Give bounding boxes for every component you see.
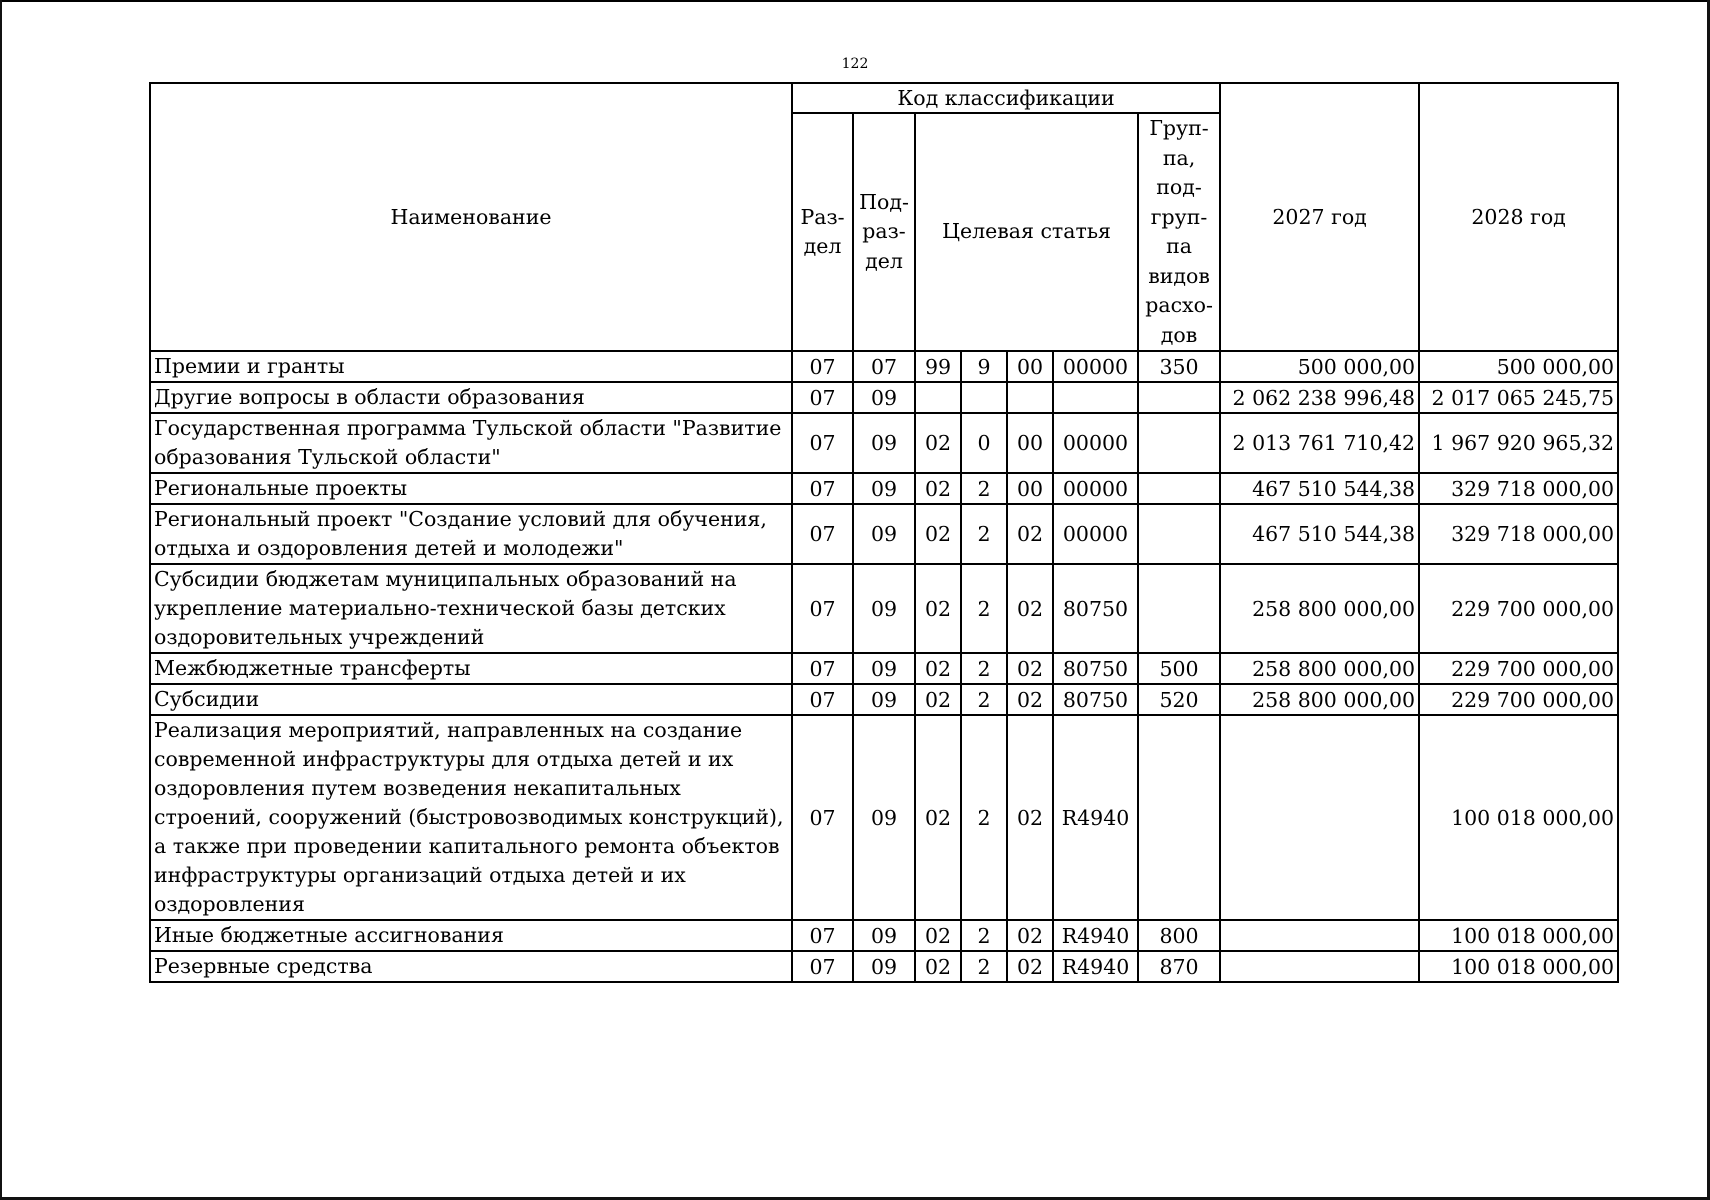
row-name: Реализация мероприятий, направленных на создание современной инфраструктуры для отдыха детей и их оздоровления путем возведения некапитальных строений, сооружений (быстровозводимых конструкций), а также при проведении капитального ремонта объектов инфраструктуры организаций отдыха детей и их оздоровления (150, 715, 792, 920)
row-target-event: 00 (1007, 413, 1053, 473)
header-expense-group (1138, 113, 1220, 351)
row-name: Премии и гранты (150, 351, 792, 382)
row-subsection: 09 (853, 382, 915, 413)
row-target-subprogram: 2 (961, 653, 1007, 684)
row-amount-2027 (1220, 951, 1419, 982)
row-expense-group: 500 (1138, 653, 1220, 684)
row-target-direction: 80750 (1053, 564, 1138, 653)
table-row (150, 951, 1618, 982)
row-target-program: 02 (915, 653, 961, 684)
row-name: Межбюджетные трансферты (150, 653, 792, 684)
row-target-event: 02 (1007, 951, 1053, 982)
row-amount-2028: 1 967 920 965,32 (1419, 413, 1618, 473)
table-row (150, 684, 1618, 715)
row-target-direction: 00000 (1053, 473, 1138, 504)
row-target-direction: 80750 (1053, 653, 1138, 684)
row-amount-2027 (1220, 715, 1419, 920)
row-target-subprogram: 2 (961, 951, 1007, 982)
row-amount-2028: 100 018 000,00 (1419, 715, 1618, 920)
header-year-2027: 2027 год (1220, 83, 1419, 351)
row-target-subprogram: 2 (961, 504, 1007, 564)
row-target-program: 02 (915, 951, 961, 982)
row-amount-2027: 258 800 000,00 (1220, 564, 1419, 653)
row-name: Субсидии (150, 684, 792, 715)
row-subsection: 09 (853, 564, 915, 653)
header-year-2028: 2028 год (1419, 83, 1618, 351)
row-target-program: 02 (915, 715, 961, 920)
row-target-subprogram: 2 (961, 684, 1007, 715)
row-section: 07 (792, 504, 853, 564)
page-number: 122 (841, 56, 869, 72)
header-section (792, 113, 853, 351)
row-subsection: 09 (853, 473, 915, 504)
row-target-program (915, 382, 961, 413)
row-target-subprogram: 2 (961, 564, 1007, 653)
row-target-event: 00 (1007, 473, 1053, 504)
row-name: Субсидии бюджетам муниципальных образований на укрепление материально-технической базы детских оздоровительных учреждений (150, 564, 792, 653)
table-row (150, 564, 1618, 653)
row-expense-group (1138, 715, 1220, 920)
row-subsection: 09 (853, 951, 915, 982)
row-subsection: 09 (853, 920, 915, 951)
header-target-article: Целевая статья (915, 113, 1138, 351)
row-target-event: 02 (1007, 684, 1053, 715)
row-target-program: 99 (915, 351, 961, 382)
row-target-subprogram: 9 (961, 351, 1007, 382)
row-target-direction: R4940 (1053, 920, 1138, 951)
row-section: 07 (792, 564, 853, 653)
row-target-event (1007, 382, 1053, 413)
row-target-direction: 80750 (1053, 684, 1138, 715)
scan-edge-top (0, 0, 1710, 2)
row-expense-group: 800 (1138, 920, 1220, 951)
table-row (150, 473, 1618, 504)
row-section: 07 (792, 473, 853, 504)
row-target-subprogram: 2 (961, 715, 1007, 920)
row-section: 07 (792, 715, 853, 920)
row-section: 07 (792, 920, 853, 951)
row-section: 07 (792, 653, 853, 684)
header-subsection-text: Под- раз- дел (859, 189, 909, 273)
row-amount-2027: 467 510 544,38 (1220, 473, 1419, 504)
table-row (150, 382, 1618, 413)
row-target-subprogram: 2 (961, 473, 1007, 504)
row-target-program: 02 (915, 473, 961, 504)
header-name: Наименование (150, 83, 792, 351)
row-amount-2028: 100 018 000,00 (1419, 951, 1618, 982)
budget-table (149, 82, 1619, 983)
row-target-event: 02 (1007, 653, 1053, 684)
row-amount-2027: 2 062 238 996,48 (1220, 382, 1419, 413)
table-row (150, 504, 1618, 564)
row-amount-2028: 329 718 000,00 (1419, 504, 1618, 564)
row-section: 07 (792, 382, 853, 413)
row-target-direction: R4940 (1053, 951, 1138, 982)
row-target-event: 02 (1007, 715, 1053, 920)
row-section: 07 (792, 951, 853, 982)
row-amount-2027 (1220, 920, 1419, 951)
row-target-subprogram (961, 382, 1007, 413)
row-subsection: 09 (853, 715, 915, 920)
row-expense-group: 870 (1138, 951, 1220, 982)
table-row (150, 351, 1618, 382)
row-name: Другие вопросы в области образования (150, 382, 792, 413)
row-name: Региональный проект "Создание условий для обучения, отдыха и оздоровления детей и молодежи" (150, 504, 792, 564)
row-target-program: 02 (915, 920, 961, 951)
header-subsection (853, 113, 915, 351)
row-target-direction (1053, 382, 1138, 413)
row-expense-group (1138, 382, 1220, 413)
row-expense-group: 350 (1138, 351, 1220, 382)
row-target-subprogram: 2 (961, 920, 1007, 951)
row-subsection: 09 (853, 684, 915, 715)
header-classification: Код классификации (792, 83, 1220, 113)
row-subsection: 09 (853, 504, 915, 564)
row-target-direction: 00000 (1053, 351, 1138, 382)
row-subsection: 07 (853, 351, 915, 382)
row-target-event: 02 (1007, 504, 1053, 564)
scan-edge-left (0, 0, 2, 1200)
row-amount-2028: 500 000,00 (1419, 351, 1618, 382)
row-target-direction: 00000 (1053, 504, 1138, 564)
table-row (150, 413, 1618, 473)
table-row (150, 653, 1618, 684)
row-amount-2028: 100 018 000,00 (1419, 920, 1618, 951)
row-target-event: 02 (1007, 564, 1053, 653)
row-target-event: 00 (1007, 351, 1053, 382)
row-section: 07 (792, 351, 853, 382)
row-amount-2027: 467 510 544,38 (1220, 504, 1419, 564)
row-amount-2027: 2 013 761 710,42 (1220, 413, 1419, 473)
table-row (150, 920, 1618, 951)
row-expense-group (1138, 564, 1220, 653)
row-amount-2028: 2 017 065 245,75 (1419, 382, 1618, 413)
row-expense-group (1138, 473, 1220, 504)
header-section-text: Раз- дел (800, 204, 845, 258)
row-subsection: 09 (853, 413, 915, 473)
row-amount-2028: 229 700 000,00 (1419, 564, 1618, 653)
row-expense-group (1138, 413, 1220, 473)
row-expense-group (1138, 504, 1220, 564)
row-name: Региональные проекты (150, 473, 792, 504)
row-section: 07 (792, 413, 853, 473)
row-name: Резервные средства (150, 951, 792, 982)
row-amount-2028: 329 718 000,00 (1419, 473, 1618, 504)
row-section: 07 (792, 684, 853, 715)
row-amount-2027: 258 800 000,00 (1220, 653, 1419, 684)
row-target-program: 02 (915, 564, 961, 653)
row-subsection: 09 (853, 653, 915, 684)
row-target-program: 02 (915, 684, 961, 715)
row-amount-2028: 229 700 000,00 (1419, 684, 1618, 715)
row-target-subprogram: 0 (961, 413, 1007, 473)
row-amount-2027: 258 800 000,00 (1220, 684, 1419, 715)
row-expense-group: 520 (1138, 684, 1220, 715)
row-target-event: 02 (1007, 920, 1053, 951)
header-expense-group-text: Груп- па, под- груп- па видов расхо- дов (1145, 116, 1213, 347)
row-target-direction: R4940 (1053, 715, 1138, 920)
row-name: Иные бюджетные ассигнования (150, 920, 792, 951)
row-name: Государственная программа Тульской области "Развитие образования Тульской области" (150, 413, 792, 473)
row-amount-2027: 500 000,00 (1220, 351, 1419, 382)
row-target-program: 02 (915, 504, 961, 564)
row-amount-2028: 229 700 000,00 (1419, 653, 1618, 684)
row-target-program: 02 (915, 413, 961, 473)
row-target-direction: 00000 (1053, 413, 1138, 473)
table-row (150, 715, 1618, 920)
